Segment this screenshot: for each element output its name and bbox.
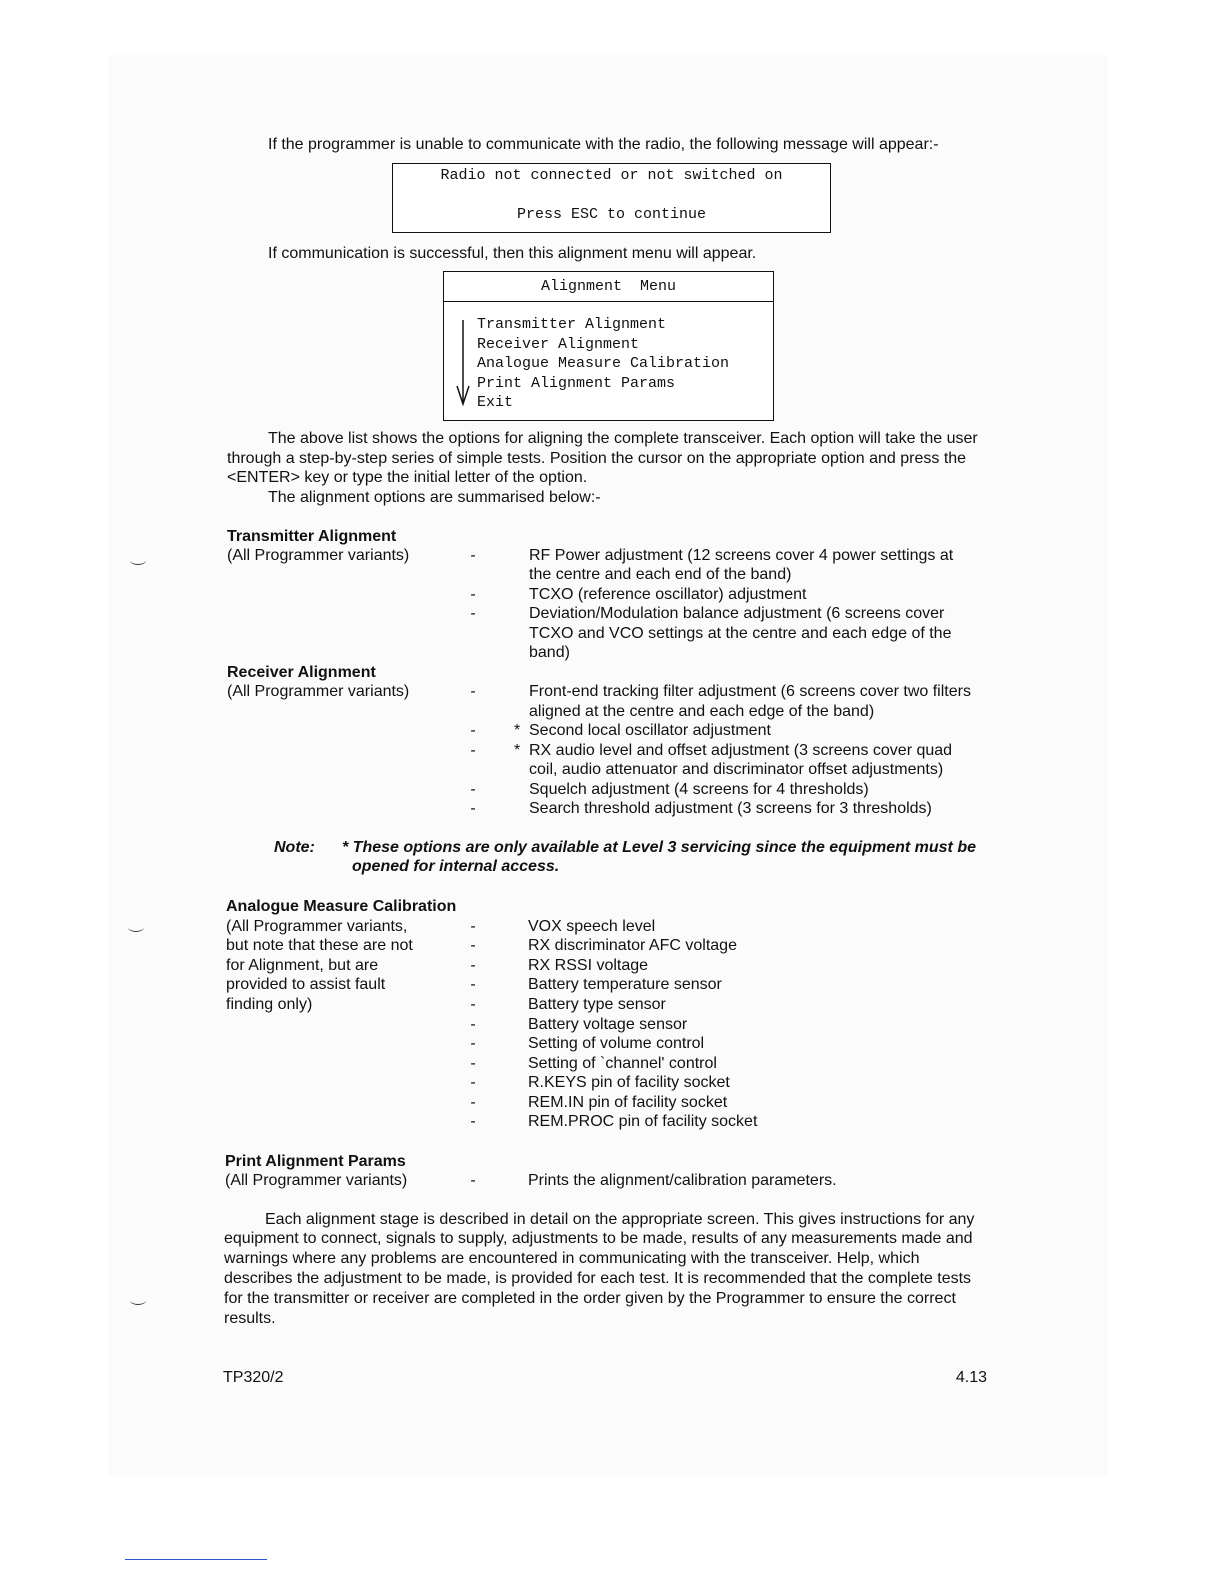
bullet-dash: - [470, 976, 476, 993]
bullet-dash: - [470, 605, 476, 622]
menu-item-analogue[interactable]: Analogue Measure Calibration [477, 355, 730, 372]
menu-title: Alignment Menu [540, 278, 677, 295]
bullet-dash: - [470, 1074, 476, 1091]
menu-item-exit[interactable]: Exit [477, 394, 514, 411]
pap-sub: (All Programmer variants) [225, 1172, 408, 1189]
intro-fail-text: If the programmer is unable to communicate with the radio, the following message will appear:- [268, 136, 939, 153]
tx-item: TCXO and VCO settings at the centre and each edge of the [529, 625, 952, 642]
scroll-down-arrow-icon [454, 318, 472, 408]
rx-item: Squelch adjustment (4 screens for 4 thresholds) [529, 781, 869, 798]
rx-item: Front-end tracking filter adjustment (6 screens cover two filters [529, 683, 971, 700]
bullet-dash: - [470, 683, 476, 700]
bullet-dash: - [470, 918, 476, 935]
bullet-dash: - [470, 996, 476, 1013]
tx-item: band) [529, 644, 570, 661]
amc-sub: (All Programmer variants, [226, 918, 408, 935]
binding-mark [130, 1296, 146, 1305]
tx-heading: Transmitter Alignment [227, 528, 397, 545]
bullet-dash: - [470, 781, 476, 798]
asterisk-mark: * [514, 722, 521, 739]
footer-page-number: 4.13 [955, 1369, 987, 1386]
amc-item: RX RSSI voltage [528, 957, 649, 974]
bullet-dash: - [470, 800, 476, 817]
rx-item: aligned at the centre and each edge of the band) [529, 703, 875, 720]
bullet-dash: - [470, 1113, 476, 1130]
closing-line: warnings where any problems are encountered in communicating with the transceiver. Help, which [224, 1250, 920, 1267]
pap-item: Prints the alignment/calibration parameters. [528, 1172, 837, 1189]
amc-item: REM.IN pin of facility socket [528, 1094, 728, 1111]
menu-item-transmitter[interactable]: Transmitter Alignment [477, 316, 667, 333]
rx-item: RX audio level and offset adjustment (3 screens cover quad [529, 742, 953, 759]
para-line: The above list shows the options for aligning the complete transceiver. Each option will take the user [268, 430, 978, 447]
error-message-box [392, 163, 831, 233]
tx-item: TCXO (reference oscillator) adjustment [529, 586, 807, 603]
amc-item: RX discriminator AFC voltage [528, 937, 737, 954]
bullet-dash: - [470, 586, 476, 603]
amc-sub: finding only) [226, 996, 313, 1013]
amc-item: Setting of volume control [528, 1035, 705, 1052]
para-line: <ENTER> key or type the initial letter of the option. [227, 469, 588, 486]
rx-item: coil, audio attenuator and discriminator offset adjustments) [529, 761, 944, 778]
menu-divider [444, 301, 773, 302]
closing-line: equipment to connect, signals to supply, adjustments to be made, results of any measurements made and [224, 1230, 973, 1247]
error-line-1: Radio not connected or not switched on [440, 167, 783, 184]
para-line: The alignment options are summarised below:- [268, 489, 601, 506]
binding-mark [130, 556, 146, 565]
bullet-dash: - [470, 1055, 476, 1072]
amc-sub: for Alignment, but are [226, 957, 379, 974]
menu-item-print[interactable]: Print Alignment Params [477, 375, 676, 392]
bullet-dash: - [470, 937, 476, 954]
note-label: Note: [274, 839, 315, 856]
tx-item: RF Power adjustment (12 screens cover 4 power settings at [529, 547, 954, 564]
tx-sub: (All Programmer variants) [227, 547, 410, 564]
rx-sub: (All Programmer variants) [227, 683, 410, 700]
closing-line: Each alignment stage is described in detail on the appropriate screen. This gives instructions for any [265, 1211, 975, 1228]
binding-mark [128, 923, 144, 932]
bullet-dash: - [470, 547, 476, 564]
footnote-link-line [125, 1559, 267, 1560]
amc-heading: Analogue Measure Calibration [226, 898, 457, 915]
bullet-dash: - [470, 722, 476, 739]
amc-sub: but note that these are not [226, 937, 413, 954]
amc-item: Battery temperature sensor [528, 976, 722, 993]
asterisk-mark: * [514, 742, 521, 759]
tx-item: Deviation/Modulation balance adjustment (6 screens cover [529, 605, 945, 622]
tx-item: the centre and each end of the band) [529, 566, 792, 583]
amc-item: Setting of `channel' control [528, 1055, 717, 1072]
rx-heading: Receiver Alignment [227, 664, 376, 681]
amc-item: VOX speech level [528, 918, 656, 935]
bullet-dash: - [470, 742, 476, 759]
amc-item: R.KEYS pin of facility socket [528, 1074, 730, 1091]
closing-line: for the transmitter or receiver are completed in the order given by the Programmer to ensure the correct [224, 1290, 956, 1307]
bullet-dash: - [470, 1172, 476, 1189]
amc-item: Battery type sensor [528, 996, 666, 1013]
rx-item: Search threshold adjustment (3 screens for 3 thresholds) [529, 800, 932, 817]
menu-item-receiver[interactable]: Receiver Alignment [477, 336, 640, 353]
rx-item: Second local oscillator adjustment [529, 722, 771, 739]
footer-doc-id: TP320/2 [223, 1369, 284, 1386]
note-line: * These options are only available at Level 3 servicing since the equipment must be [342, 839, 976, 856]
para-line: through a step-by-step series of simple tests. Position the cursor on the appropriate option and press the [227, 450, 967, 467]
pap-heading: Print Alignment Params [225, 1153, 406, 1170]
intro-success-text: If communication is successful, then this alignment menu will appear. [268, 245, 757, 262]
bullet-dash: - [470, 1035, 476, 1052]
note-line: opened for internal access. [352, 858, 560, 875]
alignment-menu-box [443, 271, 774, 421]
error-line-2: Press ESC to continue [516, 206, 707, 223]
bullet-dash: - [470, 957, 476, 974]
amc-item: Battery voltage sensor [528, 1016, 688, 1033]
bullet-dash: - [470, 1016, 476, 1033]
bullet-dash: - [470, 1094, 476, 1111]
closing-line: results. [224, 1310, 276, 1327]
amc-sub: provided to assist fault [226, 976, 386, 993]
closing-line: describes the adjustment to be made, is provided for each test. It is recommended that the complete tests [224, 1270, 972, 1287]
amc-item: REM.PROC pin of facility socket [528, 1113, 758, 1130]
